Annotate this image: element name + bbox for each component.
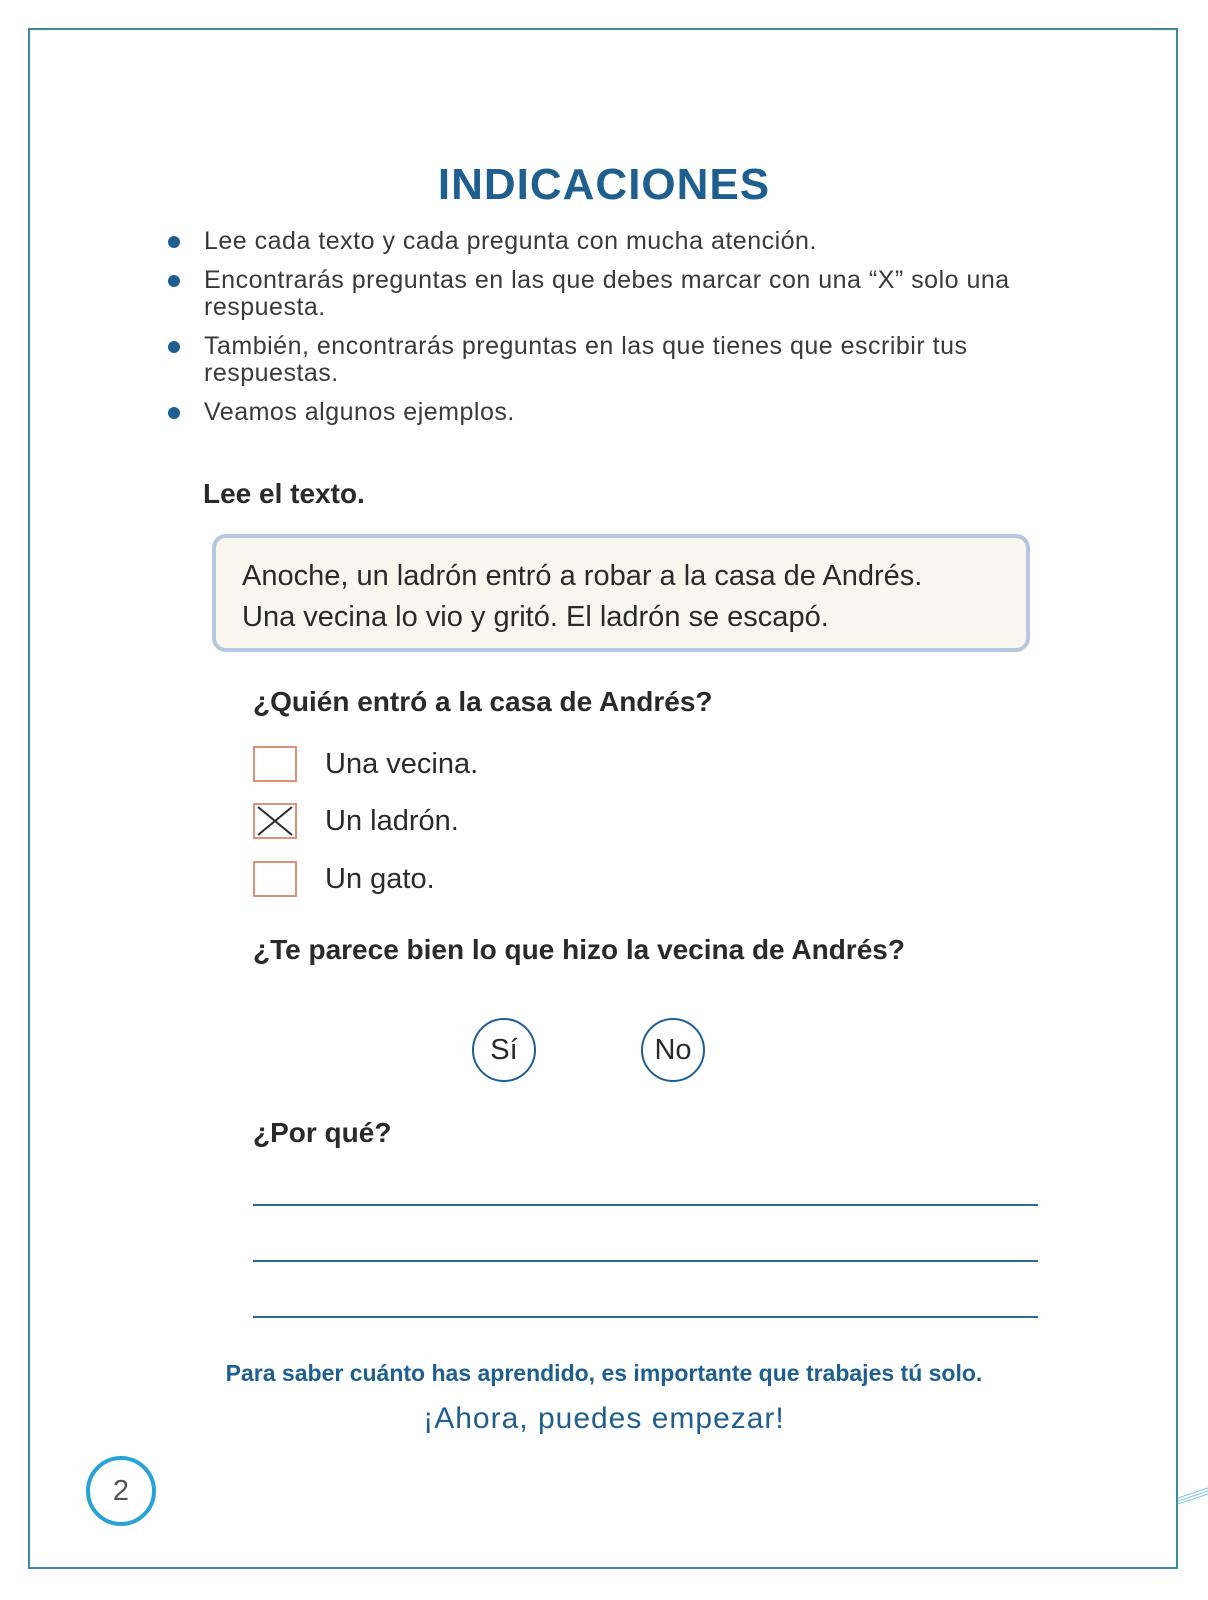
no-option[interactable]: No xyxy=(641,1018,705,1082)
reading-text-line: Una vecina lo vio y gritó. El ladrón se escapó. xyxy=(242,601,829,633)
answer-option-un-ladron[interactable] xyxy=(253,803,459,839)
bullet-icon xyxy=(168,275,180,287)
answer-option-label: Un ladrón. xyxy=(325,804,459,837)
answer-line[interactable] xyxy=(253,1316,1038,1318)
instruction-text: También, encontrarás preguntas en las que tienes que escribir tus respuestas. xyxy=(204,332,968,387)
yes-option[interactable]: Sí xyxy=(472,1018,536,1082)
question-2: ¿Te parece bien lo que hizo la vecina de Andrés? xyxy=(253,934,905,965)
page-title: INDICACIONES xyxy=(437,160,771,209)
question-1: ¿Quién entró a la casa de Andrés? xyxy=(253,686,713,717)
footer-note: Para saber cuánto has aprendido, es importante que trabajes tú solo. xyxy=(225,1360,983,1386)
list-item xyxy=(168,333,1038,387)
instruction-text: Encontrarás preguntas en las que debes marcar con una “X” solo una respuesta. xyxy=(204,266,1010,321)
answer-checkbox[interactable] xyxy=(253,861,297,897)
answer-checkbox-checked[interactable] xyxy=(253,803,297,839)
answer-line[interactable] xyxy=(253,1204,1038,1206)
bullet-icon xyxy=(168,236,180,248)
list-item xyxy=(168,228,1038,255)
answer-option-un-gato[interactable] xyxy=(253,861,435,897)
list-item xyxy=(168,399,1038,426)
instruction-text: Lee cada texto y cada pregunta con mucha atención. xyxy=(204,227,817,255)
answer-option-label: Una vecina. xyxy=(325,747,479,780)
list-item xyxy=(168,267,1038,321)
answer-option-label: Un gato. xyxy=(325,862,435,895)
x-mark-icon xyxy=(255,805,295,837)
decorative-lines-icon xyxy=(1178,1480,1208,1504)
bullet-icon xyxy=(168,407,180,419)
bullet-icon xyxy=(168,341,180,353)
answer-checkbox[interactable] xyxy=(253,746,297,782)
instructions-list xyxy=(168,228,1038,438)
instruction-text: Veamos algunos ejemplos. xyxy=(204,398,515,426)
question-3: ¿Por qué? xyxy=(253,1117,392,1148)
answer-option-una-vecina[interactable] xyxy=(253,746,478,782)
reading-text-box xyxy=(212,534,1030,652)
answer-line[interactable] xyxy=(253,1260,1038,1262)
page-number: 2 xyxy=(86,1456,156,1526)
read-text-label: Lee el texto. xyxy=(203,478,365,509)
start-message: ¡Ahora, puedes empezar! xyxy=(423,1402,785,1435)
reading-text-line: Anoche, un ladrón entró a robar a la casa de Andrés. xyxy=(242,560,923,592)
